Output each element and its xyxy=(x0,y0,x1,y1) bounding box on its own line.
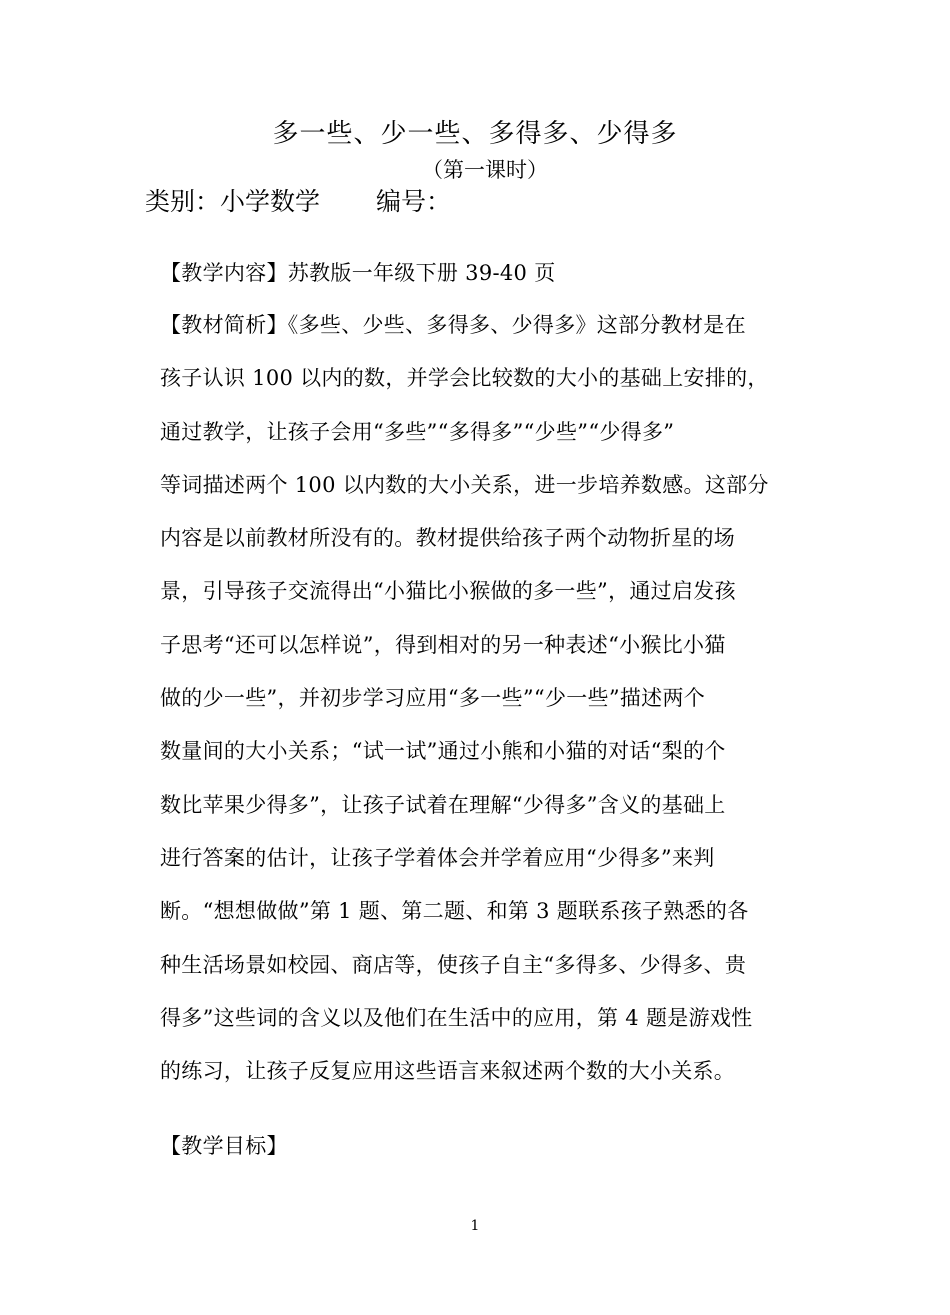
analysis-line: 断。“想想做做”第 1 题、第二题、和第 3 题联系孩子熟悉的各 xyxy=(160,899,749,924)
category-label: 类别：小学数学 xyxy=(145,187,321,216)
analysis-line: 等词描述两个 100 以内数的大小关系，进一步培养数感。这部分 xyxy=(160,472,769,497)
number-label: 编号： xyxy=(376,187,452,216)
analysis-line: 孩子认识 100 以内的数，并学会比较数的大小的基础上安排的， xyxy=(160,366,769,391)
teaching-goals-heading: 【教学目标】 xyxy=(160,1134,288,1158)
document-subtitle: （第一课时） xyxy=(422,158,548,182)
analysis-line: 做的少一些”，并初步学习应用“多一些”“少一些”描述两个 xyxy=(160,686,706,711)
analysis-line: 进行答案的估计，让孩子学着体会并学着应用“少得多”来判 xyxy=(160,845,715,870)
document-title: 多一些、少一些、多得多、少得多 xyxy=(272,119,678,149)
teaching-content: 【教学内容】苏教版一年级下册 39-40 页 xyxy=(160,261,556,285)
analysis-line: 通过教学，让孩子会用“多些”“多得多”“少些”“少得多” xyxy=(160,419,675,444)
analysis-line: 种生活场景如校园、商店等，使孩子自主“多得多、少得多、贵 xyxy=(160,952,747,977)
document-meta xyxy=(145,185,451,219)
analysis-line: 【教材简析】《多些、少些、多得多、少得多》这部分教材是在 xyxy=(160,313,746,337)
analysis-line: 数比苹果少得多”，让孩子试着在理解“少得多”含义的基础上 xyxy=(160,792,726,817)
analysis-line: 子思考“还可以怎样说”，得到相对的另一种表述“小猴比小猫 xyxy=(160,632,726,657)
page-number: 1 xyxy=(470,1218,480,1234)
analysis-line: 数量间的大小关系；“试一试”通过小熊和小猫的对话“梨的个 xyxy=(160,739,726,764)
material-analysis xyxy=(160,311,850,1110)
analysis-line: 内容是以前教材所没有的。教材提供给孩子两个动物折星的场 xyxy=(160,526,736,551)
analysis-line: 得多”这些词的含义以及他们在生活中的应用，第 4 题是游戏性 xyxy=(160,1005,753,1030)
analysis-line: 景，引导孩子交流得出“小猫比小猴做的多一些”，通过启发孩 xyxy=(160,579,736,604)
analysis-line: 的练习，让孩子反复应用这些语言来叙述两个数的大小关系。 xyxy=(160,1059,736,1084)
